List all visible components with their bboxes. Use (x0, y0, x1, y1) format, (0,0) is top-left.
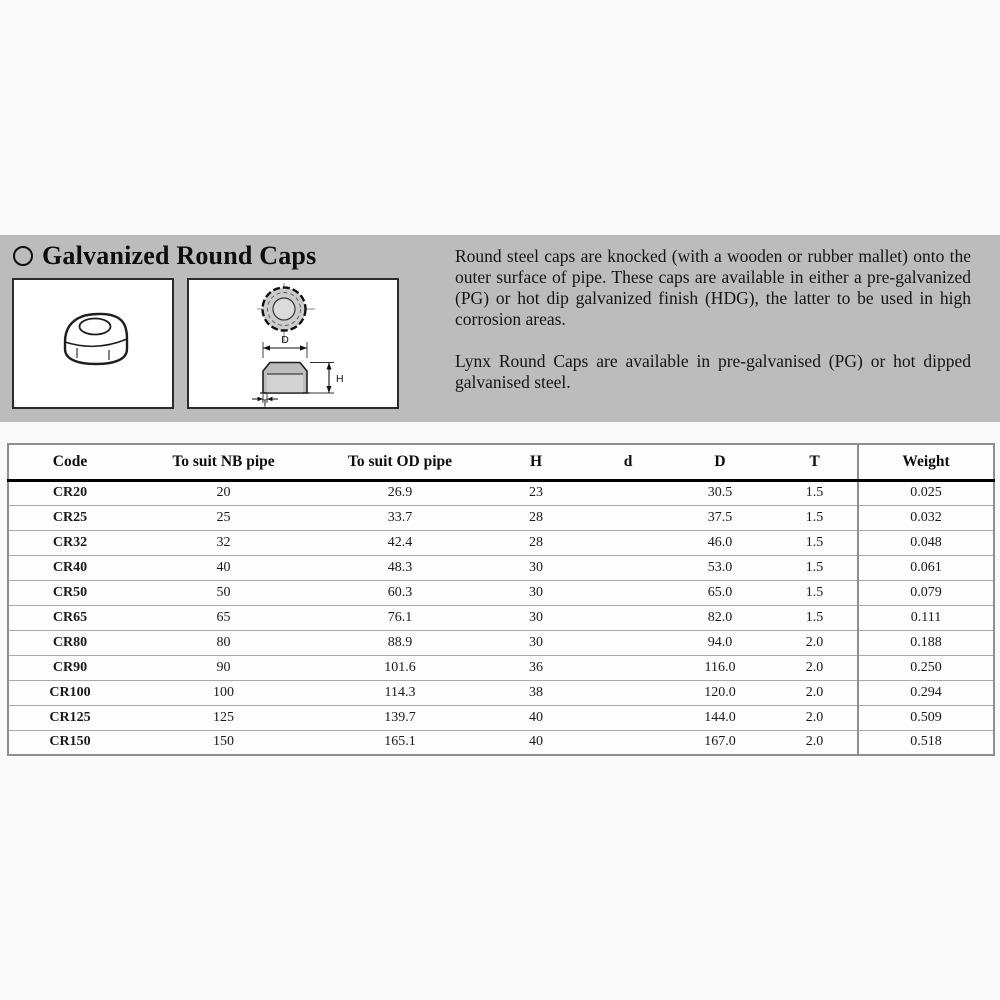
cell-nb-pipe: 65 (131, 605, 316, 630)
page-title: Galvanized Round Caps (42, 241, 317, 270)
cell-t: 1.5 (772, 480, 858, 505)
cell-d (588, 630, 668, 655)
dimension-diagram-box (187, 278, 399, 409)
cell-h: 40 (529, 734, 543, 750)
cell-weight: 0.048 (858, 530, 994, 555)
cell-weight: 0.061 (858, 555, 994, 580)
cell-code: CR65 (8, 605, 131, 630)
dim-label-H: H (336, 373, 344, 385)
cell-nb-pipe: 80 (131, 630, 316, 655)
cell-od-pipe: 42.4 (316, 530, 484, 555)
cell-nb-pipe: 100 (131, 680, 316, 705)
cell-d (588, 505, 668, 530)
cell-code: CR90 (8, 655, 131, 680)
table-row (8, 655, 994, 680)
cell-d (588, 530, 668, 555)
cell-nb-pipe: 40 (131, 555, 316, 580)
cell-weight: 0.509 (858, 705, 994, 730)
table-row (8, 580, 994, 605)
cell-h: 30 (484, 555, 588, 580)
cell-code: CR20 (8, 480, 131, 505)
cell-code: CR40 (8, 555, 131, 580)
cell-h: 28 (484, 505, 588, 530)
cell-h: 38 (484, 680, 588, 705)
cell-od-pipe: 33.7 (316, 505, 484, 530)
cell-d (588, 580, 668, 605)
cell-big-d: 82.0 (668, 605, 772, 630)
cell-weight: 0.250 (858, 655, 994, 680)
cell-t: 1.5 (772, 505, 858, 530)
bullet-circle-icon (13, 246, 33, 266)
cell-weight: 0.111 (858, 605, 994, 630)
product-image-box (12, 278, 174, 409)
cell-big-d: 167.0 (704, 734, 736, 750)
cell-d (588, 730, 668, 755)
cell-nb-pipe: 20 (131, 480, 316, 505)
cell-code: CR50 (8, 580, 131, 605)
cell-nb-pipe: 125 (131, 705, 316, 730)
cell-t: 2.0 (772, 680, 858, 705)
table-row (8, 705, 994, 730)
cell-d (588, 680, 668, 705)
cell-od-pipe: 88.9 (316, 630, 484, 655)
cell-weight: 0.079 (858, 580, 994, 605)
description-paragraph-2: Lynx Round Caps are available in pre-galvanised (PG) or hot dipped galvanised steel. (455, 351, 971, 392)
cell-od-pipe: 48.3 (316, 555, 484, 580)
cell-code: CR150 (49, 734, 91, 750)
cell-od-pipe: 76.1 (316, 605, 484, 630)
cell-od-pipe: 139.7 (316, 705, 484, 730)
cell-code: CR125 (8, 705, 131, 730)
cell-big-d: 53.0 (668, 555, 772, 580)
cell-od-pipe: 26.9 (316, 480, 484, 505)
spec-table (7, 443, 995, 756)
column-header-t: T (772, 444, 858, 480)
cell-weight: 0.294 (858, 680, 994, 705)
cell-big-d: 30.5 (668, 480, 772, 505)
cell-code: CR100 (8, 680, 131, 705)
cell-h: 30 (484, 580, 588, 605)
cell-h: 36 (484, 655, 588, 680)
cell-big-d: 65.0 (668, 580, 772, 605)
cell-code: CR32 (8, 530, 131, 555)
table-row (8, 630, 994, 655)
table-row (8, 680, 994, 705)
cell-weight: 0.025 (858, 480, 994, 505)
dim-label-T: T (261, 397, 269, 407)
cell-nb-pipe: 150 (213, 734, 234, 750)
column-header-code: Code (8, 444, 131, 480)
table-row (8, 730, 994, 755)
cell-big-d: 116.0 (668, 655, 772, 680)
cell-t: 1.5 (772, 555, 858, 580)
table-row (8, 605, 994, 630)
cell-t: 1.5 (772, 530, 858, 555)
cell-d (588, 480, 668, 505)
cell-t: 2.0 (772, 655, 858, 680)
cell-h: 28 (484, 530, 588, 555)
cell-weight: 0.188 (858, 630, 994, 655)
table-row (8, 505, 994, 530)
cell-nb-pipe: 25 (131, 505, 316, 530)
cell-t: 2.0 (772, 705, 858, 730)
column-header-weight: Weight (858, 444, 994, 480)
section-band (0, 235, 1000, 422)
cell-big-d: 120.0 (668, 680, 772, 705)
spec-table-wrap (7, 443, 993, 756)
cell-code: CR80 (8, 630, 131, 655)
round-cap-dimension-drawing (189, 280, 397, 407)
cell-t: 1.5 (772, 605, 858, 630)
cell-weight: 0.032 (858, 505, 994, 530)
column-header-od-pipe: To suit OD pipe (316, 444, 484, 480)
round-cap-pictorial-drawing (14, 280, 172, 407)
cell-od-pipe: 165.1 (384, 734, 416, 750)
cell-big-d: 37.5 (668, 505, 772, 530)
cell-d (588, 705, 668, 730)
cell-t: 2.0 (772, 630, 858, 655)
cell-big-d: 144.0 (668, 705, 772, 730)
cell-code: CR25 (8, 505, 131, 530)
cell-big-d: 46.0 (668, 530, 772, 555)
table-row (8, 555, 994, 580)
cell-big-d: 94.0 (668, 630, 772, 655)
cell-weight: 0.518 (858, 730, 994, 755)
cell-t: 2.0 (805, 734, 824, 750)
cell-od-pipe: 114.3 (316, 680, 484, 705)
column-header-nb-pipe: To suit NB pipe (131, 444, 316, 480)
product-description (455, 246, 971, 393)
table-header-row (8, 444, 994, 480)
cell-od-pipe: 60.3 (316, 580, 484, 605)
table-row (8, 480, 994, 505)
cell-h: 30 (484, 630, 588, 655)
cell-h: 40 (484, 705, 588, 730)
column-header-h: H (484, 444, 588, 480)
table-row (8, 530, 994, 555)
section-title-row (13, 241, 316, 271)
cell-h: 30 (484, 605, 588, 630)
cell-nb-pipe: 90 (131, 655, 316, 680)
cell-nb-pipe: 50 (131, 580, 316, 605)
dim-label-D: D (281, 334, 289, 346)
cell-d (588, 655, 668, 680)
cell-h: 23 (484, 480, 588, 505)
cell-od-pipe: 101.6 (316, 655, 484, 680)
cell-d (588, 605, 668, 630)
description-paragraph-1: Round steel caps are knocked (with a wooden or rubber mallet) onto the outer surface of pipe. These caps are available in either a pre-galvanized (PG) or hot dip galvanized finish (HDG), the latter to be used in high corrosion areas. (455, 246, 971, 329)
column-header-d: d (588, 444, 668, 480)
cell-t: 1.5 (772, 580, 858, 605)
cell-nb-pipe: 32 (131, 530, 316, 555)
column-header-big-d: D (668, 444, 772, 480)
cell-d (588, 555, 668, 580)
